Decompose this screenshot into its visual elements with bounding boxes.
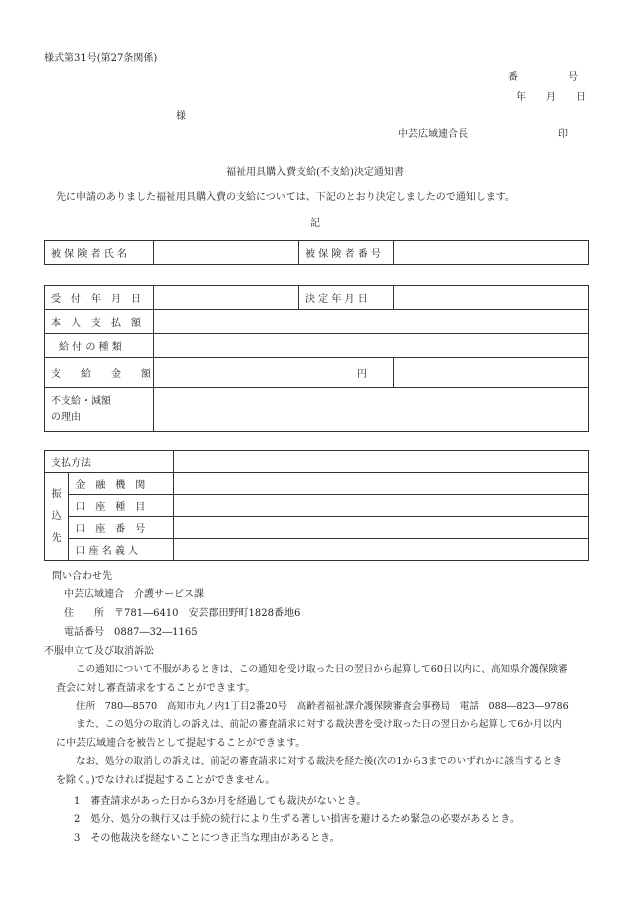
yen-unit: 円	[357, 369, 367, 380]
document-title: 福祉用具購入費支給(不支給)決定通知書	[226, 167, 404, 178]
account-type-field[interactable]	[174, 495, 589, 517]
payment-amount-extra[interactable]	[394, 358, 589, 388]
account-type-label: 口 座 種 目	[69, 495, 174, 517]
insured-table	[44, 240, 589, 265]
payment-amount-label: 支 給 金 額	[45, 358, 154, 388]
form-number: 様式第31号(第27条関係)	[44, 53, 158, 64]
appeal-review-address: 住所 780―8570 高知市丸ノ内1丁目2番20号 高齢者福祉課介護保険審査会事務局 電話 088―823―9786	[76, 701, 569, 712]
benefit-type-field[interactable]	[154, 334, 589, 358]
bank-label: 金 融 機 関	[69, 473, 174, 495]
transfer-label: 振 込 先	[45, 473, 69, 561]
decision-date-field[interactable]	[394, 286, 589, 310]
contact-address: 住 所 〒781―6410 安芸郡田野町1828番地6	[64, 608, 301, 619]
decision-table	[44, 285, 589, 432]
payment-table	[44, 450, 589, 561]
received-date-field[interactable]	[154, 286, 299, 310]
account-holder-field[interactable]	[174, 539, 589, 561]
account-number-field[interactable]	[174, 517, 589, 539]
insured-name-label: 被 保 険 者 氏 名	[45, 241, 154, 265]
contact-org: 中芸広域連合 介護サービス課	[64, 589, 204, 600]
appeal-p2-line1: また、この処分の取消しの訴えは、前記の審査請求に対する裁決書を受け取った日の翌日から起算して6か月以内	[76, 719, 562, 730]
bank-field[interactable]	[174, 473, 589, 495]
appeal-p2-line2: に中芸広域連合を被告として提起することができます。	[56, 738, 306, 749]
insured-name-field[interactable]	[154, 241, 299, 265]
decision-date-label: 決 定 年 月 日	[299, 286, 394, 310]
insured-number-label: 被 保 険 者 番 号	[299, 241, 394, 265]
document-number-label: 番 号	[508, 72, 578, 83]
payment-amount-field[interactable]	[154, 358, 394, 388]
seal-mark: 印	[558, 129, 568, 140]
contact-heading: 問い合わせ先	[52, 571, 112, 582]
account-holder-label: 口 座 名 義 人	[69, 539, 174, 561]
payment-method-field[interactable]	[174, 451, 589, 473]
reason-label: 不支給・減額 の理由	[45, 388, 154, 432]
document-date-label: 年 月 日	[516, 92, 586, 103]
appeal-item-3: 3 その他裁決を経ないことにつき正当な理由があるとき。	[74, 833, 340, 844]
benefit-type-label: 給 付 の 種 類	[45, 334, 154, 358]
appeal-p3-line2: を除く。)でなければ提起することができません。	[56, 775, 276, 786]
self-payment-label: 本 人 支 払 額	[45, 310, 154, 334]
contact-phone: 電話番号 0887―32―1165	[64, 627, 198, 638]
appeal-item-2: 2 処分、処分の執行又は手続の続行により生ずる著しい損害を避けるため緊急の必要があるとき。	[74, 814, 520, 825]
payment-method-label: 支払方法	[45, 451, 174, 473]
insured-number-field[interactable]	[394, 241, 589, 265]
ki-marker: 記	[310, 218, 320, 229]
appeal-p3-line1: なお、処分の取消しの訴えは、前記の審査請求に対する裁決を経た後(次の1から3までのいずれかに該当するとき	[76, 756, 563, 767]
received-date-label: 受 付 年 月 日	[45, 286, 154, 310]
appeal-p1-line2: 査会に対し審査請求をすることができます。	[56, 683, 256, 694]
reason-field[interactable]	[154, 388, 589, 432]
issuer-name: 中芸広域連合長	[398, 129, 468, 140]
appeal-item-1: 1 審査請求があった日から3か月を経過しても裁決がないとき。	[74, 796, 367, 807]
appeal-heading: 不服申立て及び取消訴訟	[44, 646, 154, 657]
intro-text: 先に申請のありました福祉用具購入費の支給については、下記のとおり決定しましたので通知します。	[56, 192, 515, 203]
appeal-p1-line1: この通知について不服があるときは、この通知を受け取った日の翌日から起算して60日以内に、高知県介護保険審	[76, 664, 568, 675]
self-payment-field[interactable]	[154, 310, 589, 334]
addressee-suffix: 様	[176, 111, 186, 122]
account-number-label: 口 座 番 号	[69, 517, 174, 539]
